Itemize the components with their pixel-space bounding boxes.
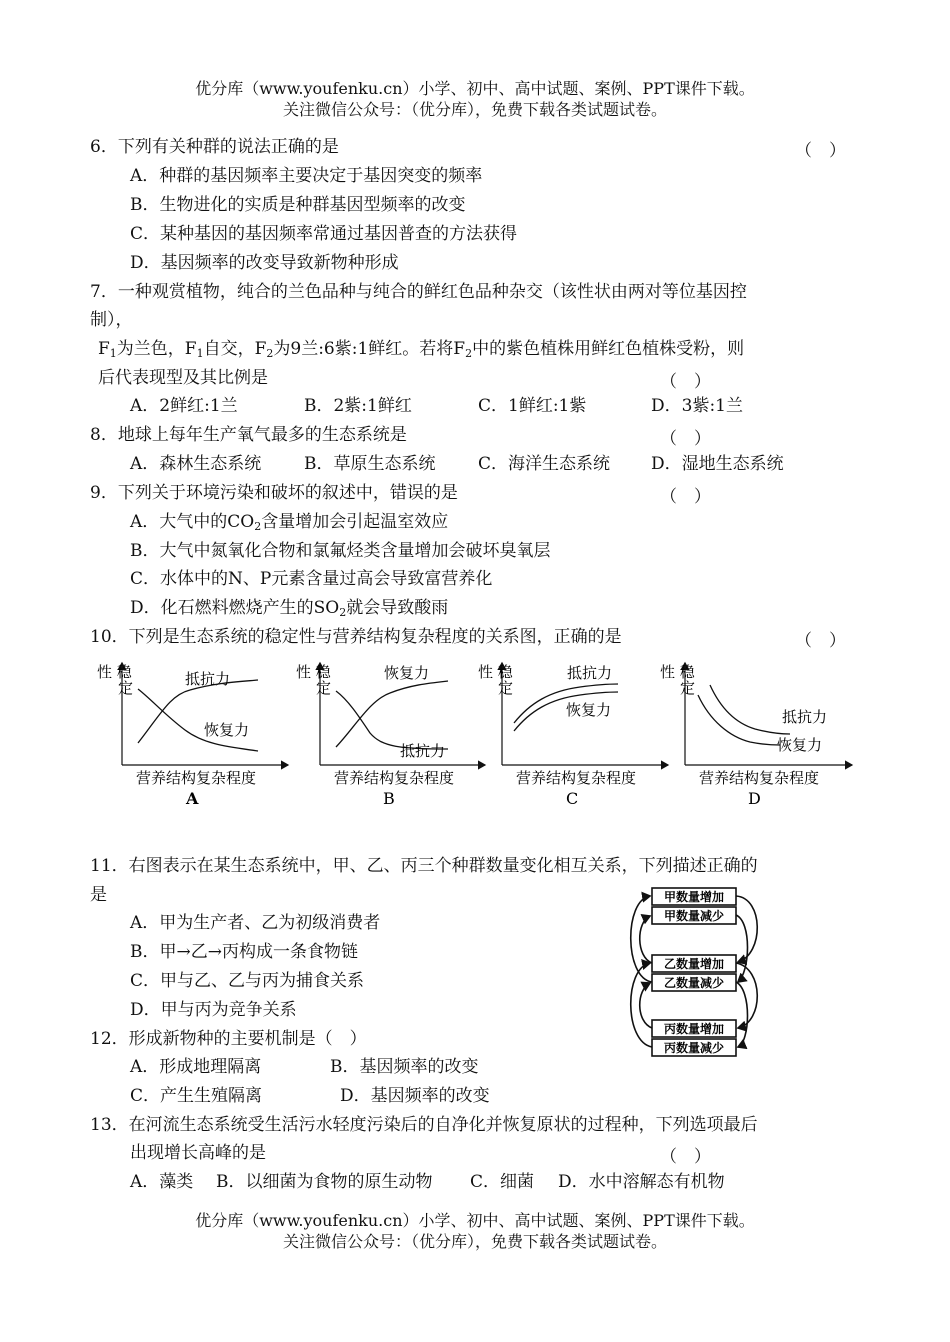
q6-answer-paren: （ ） (795, 141, 846, 161)
panel-a-y-label: 性 稳 (97, 663, 132, 681)
q9-stem: 9．下列关于环境污染和破坏的叙述中，错误的是 (90, 483, 458, 503)
q9-option-c: C．水体中的N、P元素含量过高会导致富营养化 (130, 569, 493, 589)
footer-line-1: 优分库（www.youfenku.cn）小学、初中、高中试题、案例、PPT课件下载。 (195, 1211, 755, 1230)
q11-option-d: D．甲与丙为竞争关系 (130, 1000, 297, 1020)
bing-increase-label: 丙数量增加 (663, 1022, 725, 1036)
q10-panel-a (97, 663, 288, 808)
q11-stem-line-1: 11．右图表示在某生态系统中，甲、乙、丙三个种群数量变化相互关系，下列描述正确的 (90, 856, 758, 876)
panel-a-resistance-label: 抵抗力 (185, 670, 231, 688)
q7-stem-line-4: 后代表现型及其比例是 (98, 368, 268, 388)
panel-b-y-label-2: 定 (316, 679, 332, 697)
q10-answer-paren: （ ） (795, 631, 846, 651)
q9-option-d: D．化石燃料燃烧产生的$SO_2$就会导致酸雨 (130, 598, 449, 619)
q8-option-d: D．湿地生态系统 (651, 454, 784, 474)
q8-stem: 8．地球上每年生产氧气最多的生态系统是 (90, 425, 407, 445)
q12-option-c: C．产生生殖隔离 (130, 1086, 263, 1106)
q7-answer-paren: （ ） (660, 372, 711, 392)
q10-panel-d (660, 663, 852, 808)
q8-option-b: B．草原生态系统 (304, 454, 436, 474)
q7-option-d: D．3紫:1兰 (651, 396, 743, 416)
q10-panel-b (296, 663, 485, 808)
q7-stem-line-1: 7．一种观赏植物，纯合的兰色品种与纯合的鲜红色品种杂交（该性状由两对等位基因控 (90, 282, 747, 302)
q6-stem: 6．下列有关种群的说法正确的是 (90, 137, 339, 157)
panel-a-y-label-2: 定 (118, 679, 134, 697)
q10-figure (90, 655, 860, 815)
panel-b-x-label: 营养结构复杂程度 (334, 769, 455, 787)
arrow-bing-up-to-yi-down (640, 983, 652, 1028)
header-line-1: 优分库（www.youfenku.cn）小学、初中、高中试题、案例、PPT课件下载。 (195, 79, 755, 98)
q6-option-d: D．基因频率的改变导致新物种形成 (130, 253, 399, 273)
q12-option-d: D．基因频率的改变 (340, 1086, 490, 1106)
q13-stem-line-2: 出现增长高峰的是 (130, 1143, 266, 1163)
panel-c-letter: C (566, 789, 579, 808)
panel-b-resistance-label: 抵抗力 (400, 742, 446, 760)
panel-b-recovery-curve (336, 681, 448, 747)
arrow-yi-up-to-bing-up (736, 963, 757, 1028)
panel-d-letter: D (748, 789, 761, 808)
q13-answer-paren: （ ） (660, 1147, 711, 1167)
yi-decrease-label: 乙数量减少 (663, 976, 725, 990)
panel-a-recovery-label: 恢复力 (204, 721, 250, 739)
panel-b-resistance-curve (336, 691, 448, 749)
jia-decrease-label: 甲数量减少 (663, 909, 725, 923)
q10-panel-c (478, 663, 668, 808)
q9-option-b: B．大气中氮氧化合物和氯氟烃类含量增加会破坏臭氧层 (130, 541, 551, 561)
q13-option-b: B．以细菌为食物的原生动物 (216, 1172, 433, 1192)
panel-d-recovery-label: 恢复力 (777, 736, 823, 754)
q8-option-a: A．森林生态系统 (130, 454, 262, 474)
q12-option-b: B．基因频率的改变 (330, 1057, 479, 1077)
q7-option-a: A．2鲜红:1兰 (130, 396, 238, 416)
panel-d-x-label: 营养结构复杂程度 (699, 769, 820, 787)
q13-option-c: C．细菌 (470, 1172, 535, 1192)
panel-d-y-label: 性 稳 (660, 663, 695, 681)
q11-option-c: C．甲与乙、乙与丙为捕食关系 (130, 971, 365, 991)
q7-option-c: C．1鲜红:1紫 (478, 396, 587, 416)
q7-stem-line-2: 制）， (90, 310, 133, 330)
q6-option-b: B．生物进化的实质是种群基因型频率的改变 (130, 195, 466, 215)
q11-option-a: A．甲为生产者、乙为初级消费者 (130, 913, 381, 933)
q11-stem-line-2: 是 (90, 885, 107, 905)
q12-stem: 12．形成新物种的主要机制是（ ） (90, 1029, 367, 1049)
panel-d-y-label-2: 定 (680, 679, 696, 697)
panel-c-y-label: 性 稳 (478, 663, 513, 681)
panel-d-recovery-curve (698, 695, 780, 745)
q13-option-d: D．水中溶解态有机物 (558, 1172, 725, 1192)
q8-answer-paren: （ ） (660, 429, 711, 449)
panel-b-recovery-label: 恢复力 (384, 664, 430, 682)
q11-option-b: B．甲→乙→丙构成一条食物链 (130, 942, 358, 962)
panel-c-recovery-label: 恢复力 (566, 701, 612, 719)
bing-decrease-label: 丙数量减少 (663, 1041, 725, 1055)
panel-a-x-label: 营养结构复杂程度 (136, 769, 257, 787)
arrow-yi-down-to-jia-up (631, 896, 652, 982)
footer-line-2: 关注微信公众号：（优分库），免费下载各类试题试卷。 (282, 1232, 667, 1251)
q13-option-a: A．藻类 (130, 1172, 194, 1192)
jia-increase-label: 甲数量增加 (663, 890, 725, 904)
panel-b-y-label: 性 稳 (296, 663, 331, 681)
q10-stem: 10．下列是生态系统的稳定性与营养结构复杂程度的关系图，正确的是 (90, 627, 622, 647)
yi-increase-label: 乙数量增加 (663, 957, 725, 971)
header-line-2: 关注微信公众号：（优分库），免费下载各类试题试卷。 (282, 100, 667, 119)
panel-c-resistance-label: 抵抗力 (567, 664, 613, 682)
q6-option-c: C．某种基因的基因频率常通过基因普查的方法获得 (130, 224, 518, 244)
q13-stem-line-1: 13．在河流生态系统受生活污水轻度污染后的自净化并恢复原状的过程种，下列选项最后 (90, 1115, 758, 1135)
q9-answer-paren: （ ） (660, 487, 711, 507)
q11-population-diagram (622, 882, 770, 1062)
q12-option-a: A．形成地理隔离 (130, 1057, 262, 1077)
panel-c-y-label-2: 定 (498, 679, 514, 697)
arrow-yi-up-to-jia-down (640, 916, 652, 963)
q9-option-a: A．大气中的$CO_2$含量增加会引起温室效应 (130, 512, 449, 533)
arrow-jia-down-to-yi-down (736, 915, 748, 982)
panel-d-resistance-label: 抵抗力 (782, 708, 828, 726)
arrow-yi-down-to-bing-down (736, 982, 748, 1047)
panel-b-letter: B (383, 789, 395, 808)
q8-option-c: C．海洋生态系统 (478, 454, 611, 474)
q6-option-a: A．种群的基因频率主要决定于基因突变的频率 (130, 166, 483, 186)
q7-option-b: B．2紫:1鲜红 (304, 396, 412, 416)
panel-a-letter: A (186, 789, 199, 808)
q7-stem-line-3: $F_1$为兰色，$F_1$自交，$F_2$为9兰:6紫:1鲜红。若将$F_2$中的紫色植株用鲜红色植株受粉，则 (98, 339, 745, 360)
panel-c-x-label: 营养结构复杂程度 (516, 769, 637, 787)
